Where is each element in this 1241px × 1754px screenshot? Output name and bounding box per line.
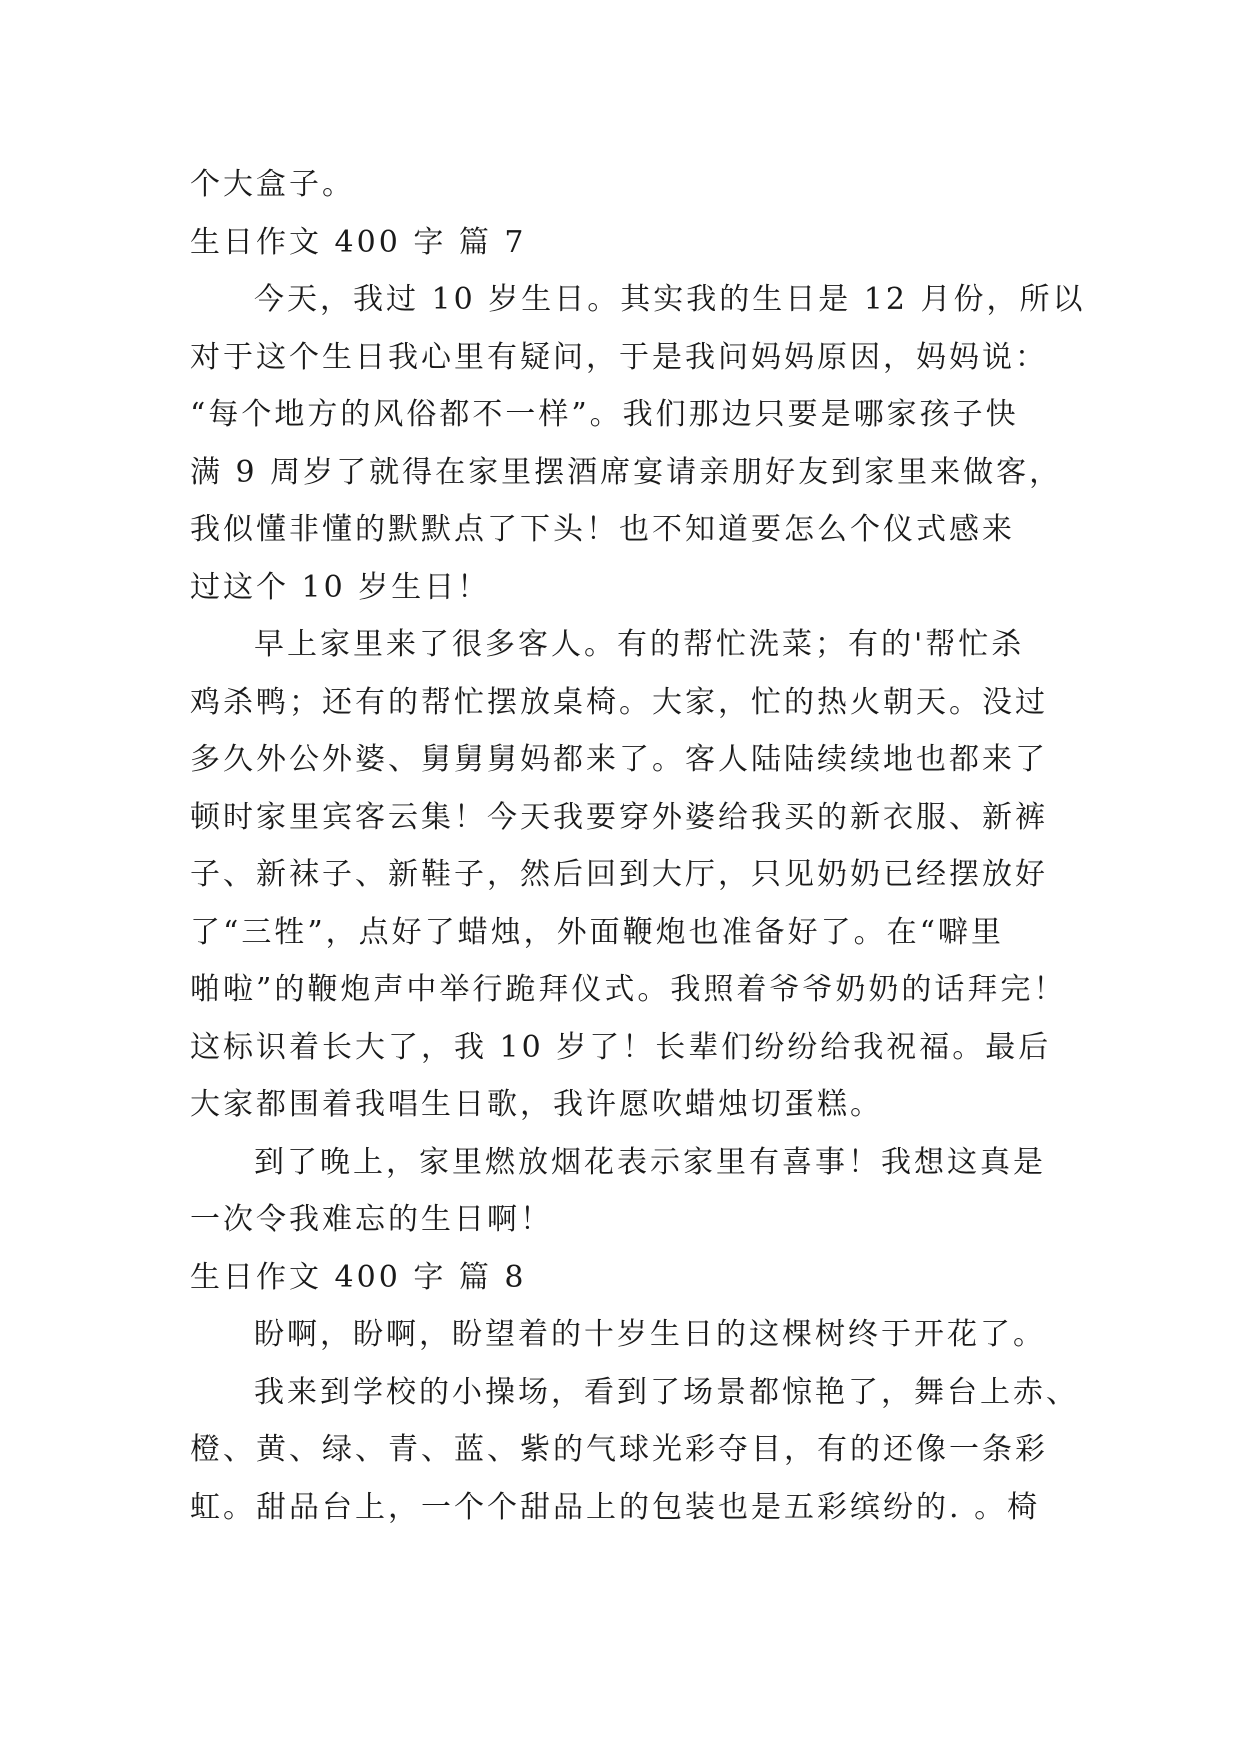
text-line: 早上家里来了很多客人。有的帮忙洗菜；有的'帮忙杀 [254,627,1025,662]
text-line: 个大盒子。 [190,167,355,202]
text-line: 我来到学校的小操场，看到了场景都惊艳了，舞台上赤、 [254,1374,1079,1410]
text-line: 虹。甜品台上，一个个甜品上的包装也是五彩缤纷的. 。椅 [190,1489,1041,1525]
text-line: 到了晚上，家里燃放烟花表示家里有喜事！我想这真是 [254,1144,1046,1180]
text-line: 今天，我过 10 岁生日。其实我的生日是 12 月份，所以 [254,282,1086,317]
text-line: 多久外公外婆、舅舅舅妈都来了。客人陆陆续续地也都来了 [190,742,1048,777]
text-line: 橙、黄、绿、青、蓝、紫的气球光彩夺目，有的还像一条彩 [190,1432,1048,1467]
text-line: 顿时家里宾客云集！今天我要穿外婆给我买的新衣服、新裤 [190,799,1048,835]
text-line: 过这个 10 岁生日！ [190,569,491,605]
text-line: 我似懂非懂的默默点了下头！也不知道要怎么个仪式感来 [190,512,1015,547]
text-line: 啪啦”的鞭炮声中举行跪拜仪式。我照着爷爷奶奶的话拜完！ [190,972,1067,1007]
text-line: 满 9 周岁了就得在家里摆酒席宴请亲朋好友到家里来做客， [190,454,1063,490]
text-line: 盼啊，盼啊，盼望着的十岁生日的这棵树终于开花了。 [254,1317,1046,1352]
text-line: 了“三牲”，点好了蜡烛，外面鞭炮也准备好了。在“噼里 [190,914,1005,950]
text-line: 这标识着长大了，我 10 岁了！长辈们纷纷给我祝福。最后 [190,1029,1052,1065]
text-line: “每个地方的风俗都不一样”。我们那边只要是哪家孩子快 [190,397,1019,432]
text-line: 对于这个生日我心里有疑问，于是我问妈妈原因，妈妈说： [190,339,1048,375]
section-heading-7: 生日作文 400 字 篇 7 [190,224,527,260]
text-line: 一次令我难忘的生日啊！ [190,1202,553,1237]
text-line: 大家都围着我唱生日歌，我许愿吹蜡烛切蛋糕。 [190,1087,883,1122]
text-line: 子、新袜子、新鞋子，然后回到大厅，只见奶奶已经摆放好 [190,857,1048,892]
text-line: 鸡杀鸭；还有的帮忙摆放桌椅。大家，忙的热火朝天。没过 [190,684,1048,720]
document-body [190,156,1086,1536]
section-heading-8: 生日作文 400 字 篇 8 [190,1259,527,1295]
